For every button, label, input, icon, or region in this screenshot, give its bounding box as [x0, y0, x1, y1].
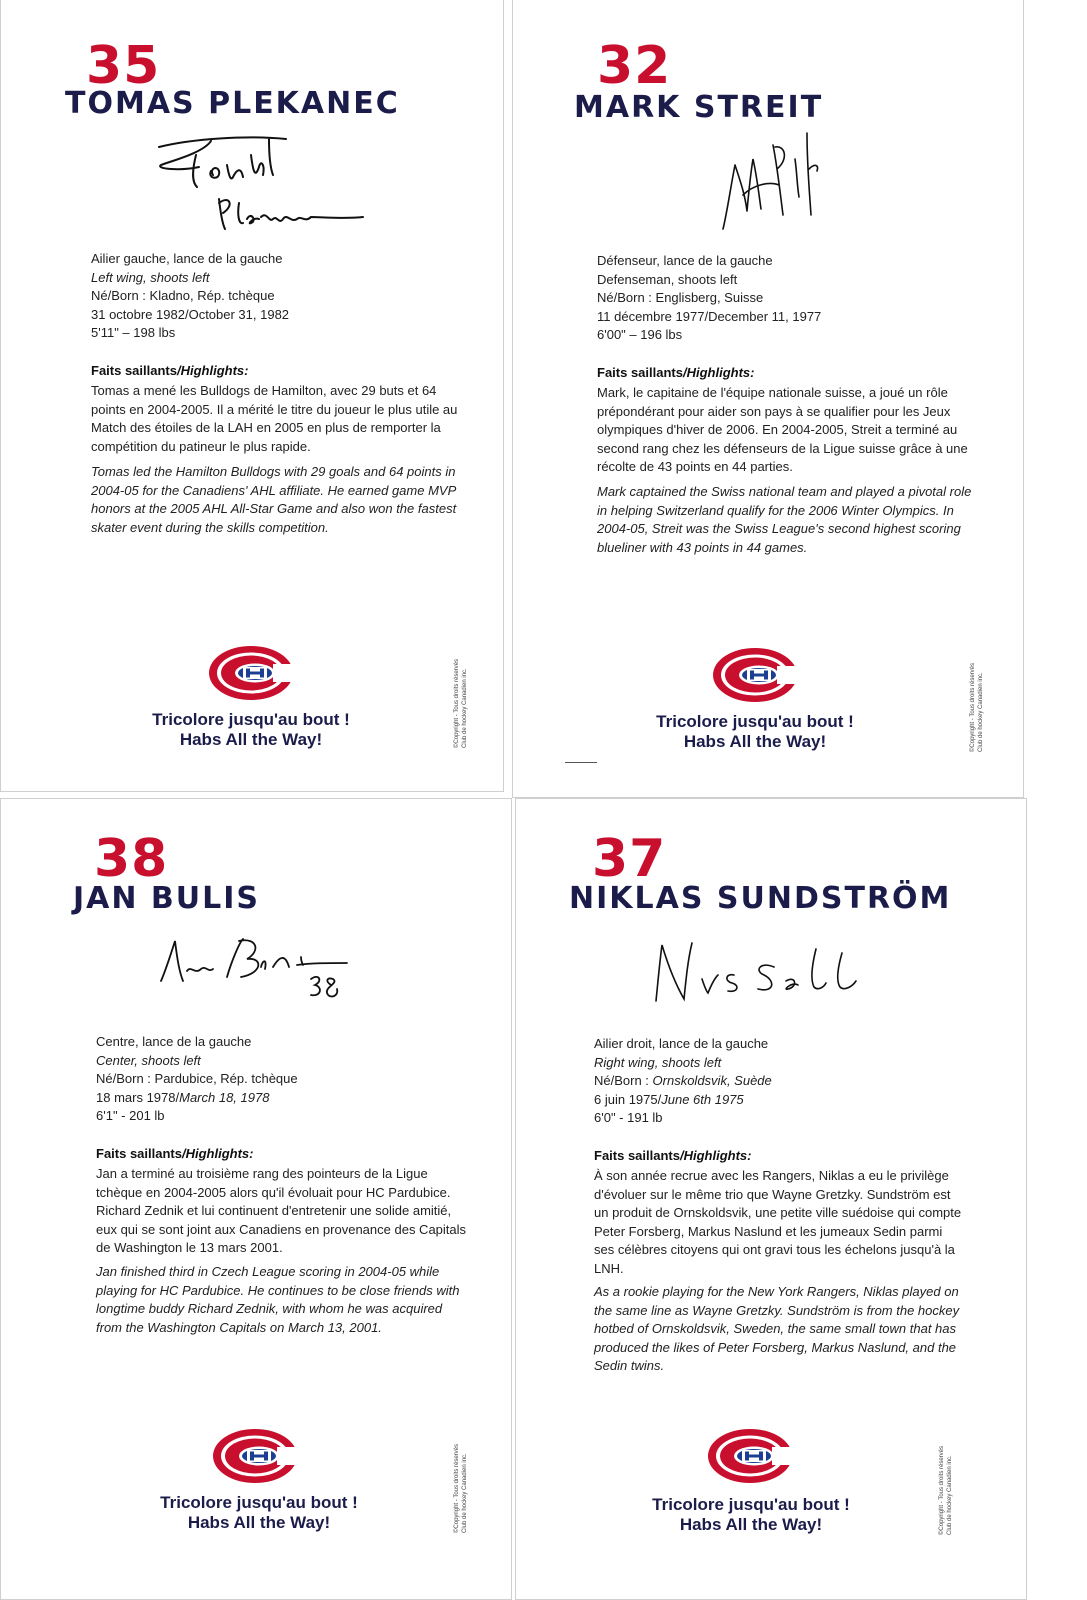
- position-en: Center, shoots left: [96, 1052, 201, 1068]
- born-label: Né/Born :: [96, 1071, 155, 1086]
- birthplace-line: [96, 1070, 298, 1089]
- height-weight: 6'0" - 191 lb: [594, 1110, 663, 1125]
- birthdate-fr: 6 juin 1975/: [594, 1091, 662, 1107]
- copyright-line-1: ©Copyright - Tous droits réservés: [454, 1443, 460, 1533]
- copyright-line-1: ©Copyright - Tous droits réservés: [454, 658, 460, 748]
- born-label: Né/Born :: [597, 290, 656, 305]
- player-info: [594, 1035, 772, 1128]
- highlights-label-fr: Faits saillants: [597, 365, 683, 380]
- slogan-en: Habs All the Way!: [683, 732, 827, 751]
- highlights-label-fr: Faits saillants: [594, 1148, 680, 1163]
- slogan-en: Habs All the Way!: [679, 1515, 823, 1534]
- highlights-label-en: /Highlights:: [176, 363, 249, 378]
- player-card-plekanec: [0, 0, 504, 792]
- autograph-signature: [713, 125, 823, 240]
- player-name: JAN BULIS: [73, 881, 261, 916]
- position-en: Defenseman, shoots left: [597, 271, 738, 287]
- player-card-sundstrom: [515, 798, 1027, 1600]
- slogan-fr: Tricolore jusqu'au bout !: [656, 712, 854, 731]
- height-weight: 6'00" – 196 lbs: [597, 327, 683, 342]
- birthdate-en: October 31, 1982: [188, 306, 290, 322]
- born-place: Englisberg, Suisse: [655, 290, 764, 305]
- autograph-signature: [646, 935, 876, 1011]
- highlights-text-fr: À son année recrue avec les Rangers, Niklas a eu le privilège d'évoluer sur le même trio que Wayne Gretzky. Sundström est un produit de Ornskoldsvik, une petite ville suédoise qui compte Peter Forsberg, Markus Naslund et les jumeaux Sedin parmi ses célèbres citoyens qui ont gravi tous les échelons jusqu'à la LNH.: [594, 1168, 962, 1276]
- canadiens-ch-logo-icon: [711, 646, 799, 704]
- highlights-label-en: /Highlights:: [679, 1148, 752, 1163]
- player-name: MARK STREIT: [574, 90, 824, 125]
- highlights-heading: [597, 364, 754, 382]
- copyright-line-2: Club de hockey Canadien inc.: [462, 1453, 468, 1533]
- copyright-line-2: Club de hockey Canadien inc.: [462, 668, 468, 748]
- team-slogan: [617, 712, 893, 752]
- position-en: Left wing, shoots left: [91, 269, 210, 285]
- canadiens-ch-logo-icon: [211, 1427, 299, 1485]
- player-info: [96, 1033, 298, 1126]
- team-slogan: [113, 710, 389, 750]
- highlights-text-en: Tomas led the Hamilton Bulldogs with 29 goals and 64 points in 2004-05 for the Canadiens' AHL affiliate. He earned game MVP honors at the 2005 AHL All-Star Game and also won the fastest skater event during the skills competition.: [91, 464, 457, 535]
- player-name: TOMAS PLEKANEC: [65, 86, 400, 121]
- jersey-number: 38: [94, 829, 169, 889]
- birthdate-fr: 18 mars 1978/: [96, 1089, 180, 1105]
- jersey-number: 35: [86, 36, 161, 96]
- highlights-text-en: As a rookie playing for the New York Rangers, Niklas played on the same line as Wayne Gretzky. Sundström is from the hockey hotbed of Ornskoldsvik, Sweden, the same small town that has produced the likes of Peter Forsberg, Markus Naslund, and the Sedin twins.: [594, 1284, 960, 1373]
- born-place: Kladno, Rép. tchèque: [149, 288, 275, 303]
- team-slogan: [613, 1495, 889, 1535]
- autograph-signature: [151, 125, 371, 240]
- born-place: Pardubice, Rép. tchèque: [154, 1071, 298, 1086]
- copyright-notice: [938, 1446, 954, 1535]
- player-name: NIKLAS SUNDSTRÖM: [569, 881, 952, 916]
- highlights-text-en: Mark captained the Swiss national team and played a pivotal role in helping Switzerland qualify for the 2006 Winter Olympics. In 2004-05, Streit was the Swiss League's second highest scoring blueliner with 43 points in 44 games.: [597, 484, 972, 555]
- copyright-notice: [453, 659, 469, 748]
- position-fr: Ailier droit, lance de la gauche: [594, 1036, 769, 1051]
- born-place: Ornskoldsvik, Suède: [652, 1073, 772, 1088]
- height-weight: 5'11" – 198 lbs: [91, 325, 176, 340]
- birthplace-line: [597, 289, 821, 308]
- canadiens-ch-logo-icon: [706, 1427, 794, 1485]
- birthdate-fr: 11 décembre 1977/: [597, 308, 709, 324]
- copyright-line-2: Club de hockey Canadien inc.: [978, 672, 984, 752]
- slogan-fr: Tricolore jusqu'au bout !: [652, 1495, 850, 1514]
- highlights-heading: [96, 1145, 253, 1163]
- highlights-label-fr: Faits saillants: [91, 363, 177, 378]
- highlights-heading: [91, 362, 248, 380]
- jersey-number: 37: [592, 829, 667, 889]
- highlights-label-en: /Highlights:: [181, 1146, 254, 1161]
- birthplace-line: [594, 1072, 772, 1091]
- copyright-notice: [969, 663, 985, 752]
- highlights-label-en: /Highlights:: [682, 365, 755, 380]
- slogan-fr: Tricolore jusqu'au bout !: [152, 710, 350, 729]
- canadiens-ch-logo-icon: [207, 644, 295, 702]
- autograph-signature: [151, 927, 361, 1007]
- highlights-label-fr: Faits saillants: [96, 1146, 182, 1161]
- position-fr: Centre, lance de la gauche: [96, 1034, 252, 1049]
- highlights-text-fr: Tomas a mené les Bulldogs de Hamilton, avec 29 buts et 64 points en 2004-2005. Il a mérité le titre du joueur le plus utile au Match des étoiles de la LAH en 2005 en plus de remporter la compétition du patineur le plus rapide.: [91, 383, 458, 454]
- birthdate-line: [597, 308, 821, 327]
- highlights-text-fr: Mark, le capitaine de l'équipe nationale suisse, a joué un rôle prépondérant pour aider son pays à se qualifier pour les Jeux olympiques d'hiver de 2006. En 2004-2005, Streit a terminé au second rang chez les défenseurs de la Ligue suisse grâce à une récolte de 43 points en 44 parties.: [597, 385, 968, 474]
- jersey-number: 32: [597, 36, 672, 96]
- slogan-en: Habs All the Way!: [179, 730, 323, 749]
- player-card-streit: [512, 0, 1024, 798]
- team-slogan: [121, 1493, 397, 1533]
- copyright-line-1: ©Copyright - Tous droits réservés: [970, 662, 976, 752]
- slogan-fr: Tricolore jusqu'au bout !: [160, 1493, 358, 1512]
- birthdate-en: December 11, 1977: [708, 308, 822, 324]
- highlights-heading: [594, 1147, 751, 1165]
- player-info: [597, 252, 821, 345]
- copyright-notice: [453, 1444, 469, 1533]
- highlights-text-en: Jan finished third in Czech League scoring in 2004-05 while playing for HC Pardubice. He continues to be close friends with longtime buddy Richard Zednik, with whom he was acquired from the Washington Capitals on March 13, 2001.: [96, 1264, 460, 1335]
- birthdate-line: [594, 1091, 772, 1110]
- birthplace-line: [91, 287, 289, 306]
- position-fr: Défenseur, lance de la gauche: [597, 253, 773, 268]
- born-label: Né/Born :: [91, 288, 150, 303]
- player-card-bulis: [0, 798, 512, 1600]
- copyright-line-2: Club de hockey Canadien inc.: [947, 1455, 953, 1535]
- copyright-line-1: ©Copyright - Tous droits réservés: [939, 1445, 945, 1535]
- height-weight: 6'1" - 201 lb: [96, 1108, 165, 1123]
- birthdate-en: March 18, 1978: [179, 1089, 270, 1105]
- slogan-en: Habs All the Way!: [187, 1513, 331, 1532]
- birthdate-en: June 6th 1975: [661, 1091, 744, 1107]
- position-en: Right wing, shoots left: [594, 1054, 722, 1070]
- scan-mark: [565, 762, 597, 763]
- birthdate-line: [96, 1089, 298, 1108]
- birthdate-line: [91, 306, 289, 325]
- born-label: Né/Born :: [594, 1073, 653, 1088]
- position-fr: Ailier gauche, lance de la gauche: [91, 251, 283, 266]
- player-info: [91, 250, 289, 343]
- birthdate-fr: 31 octobre 1982/: [91, 306, 189, 322]
- highlights-text-fr: Jan a terminé au troisième rang des pointeurs de la Ligue tchèque en 2004-2005 alors qu'il évoluait pour HC Pardubice. Richard Zednik et lui continuent d'entretenir une solide amitié, eux qui se sont joint aux Canadiens en provenance des Capitals de Washington le 13 mars 2001.: [96, 1166, 467, 1255]
